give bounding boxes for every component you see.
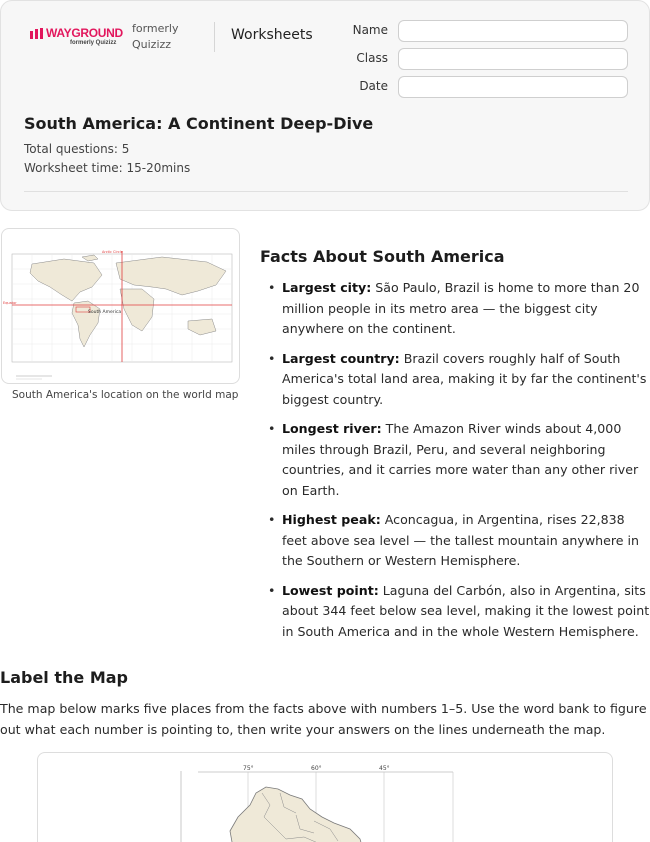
equator-map-label: Equator <box>3 301 17 305</box>
fact-term: Longest river: <box>282 421 382 436</box>
fact-text: São Paulo, Brazil is home to more than 20 million people in its metro area — the biggest city anywhere on the continent. <box>282 280 640 336</box>
name-field[interactable] <box>398 20 628 42</box>
bullet-icon: • <box>268 582 276 598</box>
wayground-logo <box>30 26 123 50</box>
worksheet-time: Worksheet time: 15-20mins <box>24 161 191 175</box>
fact-term: Largest country: <box>282 350 400 366</box>
brand-subtitle: formerly Quizizz <box>70 40 117 46</box>
fact-item <box>260 349 650 411</box>
longitude-label: 60° <box>311 765 322 772</box>
world-map-graphic <box>2 229 240 384</box>
name-label: Name <box>352 23 388 37</box>
longitude-label: 45° <box>379 765 390 772</box>
date-field[interactable] <box>398 76 628 98</box>
south-america-map-graphic <box>38 753 613 842</box>
south-america-map-image[interactable] <box>37 752 613 842</box>
worksheet-title: South America: A Continent Deep-Dive <box>24 114 374 133</box>
class-label: Class <box>356 51 388 65</box>
product-name: Worksheets <box>231 27 313 43</box>
header-rule <box>24 191 628 192</box>
header-divider <box>214 22 215 52</box>
fact-item <box>260 278 650 340</box>
bullet-icon: • <box>268 421 276 436</box>
fact-text: Aconcagua, in Argentina, rises 22,838 feet above sea level — the tallest mountain anywhere in the Southern or Western Hemisphere. <box>282 512 640 568</box>
facts-list <box>260 278 650 651</box>
bullet-icon: • <box>268 512 276 527</box>
date-label: Date <box>359 79 388 93</box>
brand-name: WAYGROUND <box>46 26 123 40</box>
worksheet-header <box>0 0 650 211</box>
formerly-quizizz-text: formerly Quizizz <box>132 22 179 51</box>
wayground-logo-icon <box>30 28 46 40</box>
facts-heading: Facts About South America <box>260 247 505 266</box>
fact-text: Laguna del Carbón, also in Argentina, sits about 344 feet below sea level, making it the lowest point in South America and in the whole Western Hemisphere. <box>282 582 650 639</box>
class-field[interactable] <box>398 48 628 70</box>
fact-term: Highest peak: <box>282 512 381 527</box>
total-questions: Total questions: 5 <box>24 142 130 156</box>
fact-item <box>260 581 650 643</box>
south-america-landmass <box>230 787 364 842</box>
label-map-heading: Label the Map <box>0 668 128 687</box>
label-map-instructions: The map below marks five places from the facts above with numbers 1–5. Use the word bank to figure out what each number is pointing to, then write your answers on the lines underneath the map. <box>0 701 647 737</box>
fact-item <box>260 510 650 572</box>
longitude-label: 75° <box>243 765 254 772</box>
fact-term: Largest city: <box>282 280 372 295</box>
world-map-image[interactable] <box>1 228 240 384</box>
bullet-icon: • <box>268 280 276 295</box>
arctic-circle-map-label: Arctic Circle <box>102 250 123 254</box>
bullet-icon: • <box>268 350 276 366</box>
fact-term: Lowest point: <box>282 582 379 598</box>
fact-text: The Amazon River winds about 4,000 miles through Brazil, Peru, and several neighboring countries, and it carries more water than any other river on Earth. <box>282 421 639 498</box>
south-america-map-label: South America <box>88 310 122 315</box>
fact-item <box>260 419 650 501</box>
fact-text: Brazil covers roughly half of South America's total land area, making it by far the continent's biggest country. <box>282 350 647 407</box>
world-map-caption: South America's location on the world map <box>12 389 239 401</box>
